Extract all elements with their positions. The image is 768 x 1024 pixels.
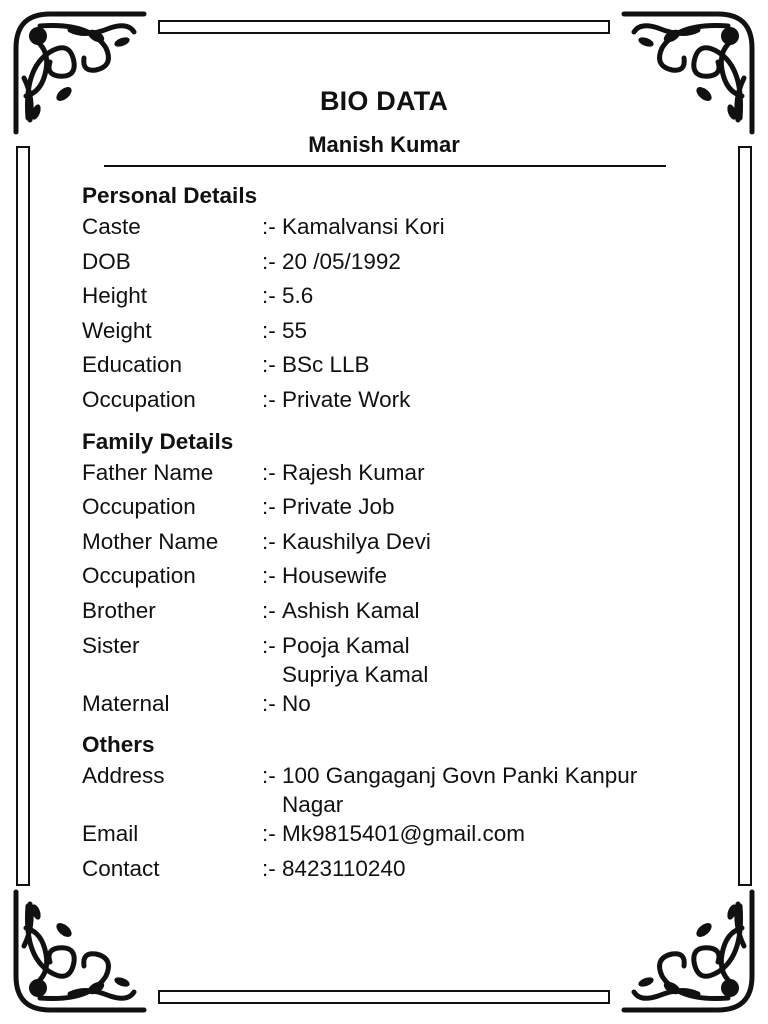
detail-label: Education (82, 352, 183, 378)
detail-value-line: No (282, 690, 311, 716)
detail-separator: :- (262, 597, 276, 623)
frame-bottom-bar (158, 990, 610, 1004)
detail-value (282, 458, 702, 493)
detail-separator: :- (262, 690, 276, 716)
detail-value (282, 316, 702, 351)
detail-separator: :- (262, 821, 276, 847)
corner-ornament-bottom-left (10, 886, 150, 1016)
detail-separator: :- (262, 855, 276, 881)
detail-row (82, 761, 702, 819)
detail-value (282, 527, 702, 562)
detail-value (282, 212, 702, 247)
detail-value (282, 350, 702, 385)
detail-label: Father Name (82, 459, 214, 485)
section-heading: Personal Details (82, 183, 258, 208)
section-heading: Family Details (82, 428, 234, 454)
detail-value-line: Nagar (282, 792, 344, 818)
detail-row (82, 385, 702, 420)
frame-left-bar (16, 146, 30, 886)
section-others (82, 729, 702, 888)
person-name: Manish Kumar (308, 132, 460, 157)
detail-label: Address (82, 763, 165, 789)
detail-row (82, 316, 702, 351)
corner-ornament-top-right (618, 8, 758, 138)
detail-value (282, 385, 702, 420)
detail-label: DOB (82, 248, 131, 274)
detail-separator: :- (262, 214, 276, 239)
detail-separator: :- (262, 563, 276, 589)
detail-row (82, 247, 702, 282)
detail-value (282, 854, 702, 889)
detail-value-line: 8423110240 (282, 855, 406, 881)
detail-label: Caste (82, 214, 141, 239)
frame-top-bar (158, 20, 610, 34)
detail-separator: :- (262, 494, 276, 520)
detail-value (282, 596, 702, 631)
detail-value-line: Ashish Kamal (282, 597, 420, 623)
detail-separator: :- (262, 317, 276, 343)
detail-value (282, 631, 702, 689)
detail-value (282, 561, 702, 596)
detail-separator: :- (262, 459, 276, 485)
detail-value-line: 20 /05/1992 (282, 248, 401, 274)
heading-divider (104, 165, 666, 167)
detail-row (82, 458, 702, 493)
corner-ornament-bottom-right (618, 886, 758, 1016)
detail-value-line: BSc LLB (282, 352, 370, 378)
detail-value-line: Kaushilya Devi (282, 528, 431, 554)
detail-separator: :- (262, 528, 276, 554)
frame-right-bar (738, 146, 752, 886)
section-personal-details (82, 180, 702, 420)
detail-row (82, 561, 702, 596)
detail-value (282, 689, 702, 724)
detail-row (82, 819, 702, 854)
section-heading: Others (82, 732, 155, 758)
detail-row (82, 631, 702, 689)
detail-label: Height (82, 283, 148, 309)
detail-row (82, 281, 702, 316)
detail-label: Occupation (82, 386, 196, 412)
detail-label: Sister (82, 632, 140, 658)
detail-row (82, 689, 702, 724)
detail-value (282, 761, 702, 819)
detail-row (82, 854, 702, 889)
detail-label: Mother Name (82, 528, 219, 554)
detail-label: Email (82, 821, 139, 847)
detail-value-line: Rajesh Kumar (282, 459, 425, 485)
detail-separator: :- (262, 352, 276, 378)
detail-value-line: Pooja Kamal (282, 632, 410, 658)
detail-label: Contact (82, 855, 160, 881)
detail-row (82, 350, 702, 385)
detail-value-line: Supriya Kamal (282, 661, 429, 687)
detail-row (82, 492, 702, 527)
detail-label: Occupation (82, 494, 196, 520)
detail-row (82, 212, 702, 247)
detail-row (82, 596, 702, 631)
detail-separator: :- (262, 386, 276, 412)
detail-separator: :- (262, 763, 276, 789)
detail-value-line: Private Job (282, 494, 395, 520)
biodata-content (82, 180, 702, 888)
detail-label: Occupation (82, 563, 196, 589)
detail-label: Weight (82, 317, 152, 343)
document-title: BIO DATA (319, 86, 449, 116)
detail-value-line: 100 Gangaganj Govn Panki Kanpur (282, 763, 638, 789)
detail-label: Maternal (82, 690, 170, 716)
detail-value (282, 247, 702, 282)
detail-separator: :- (262, 632, 276, 658)
section-family-details (82, 426, 702, 724)
detail-label: Brother (82, 597, 156, 623)
detail-value-line: Mk9815401@gmail.com (282, 821, 525, 847)
detail-separator: :- (262, 248, 276, 274)
detail-value-line: Kamalvansi Kori (282, 214, 445, 239)
detail-value-line: 5.6 (282, 283, 314, 309)
detail-value-line: Housewife (282, 563, 388, 589)
detail-value (282, 281, 702, 316)
detail-value-line: 55 (282, 317, 308, 343)
detail-value (282, 492, 702, 527)
detail-value (282, 819, 702, 854)
detail-row (82, 527, 702, 562)
corner-ornament-top-left (10, 8, 150, 138)
detail-separator: :- (262, 283, 276, 309)
detail-value-line: Private Work (282, 386, 411, 412)
